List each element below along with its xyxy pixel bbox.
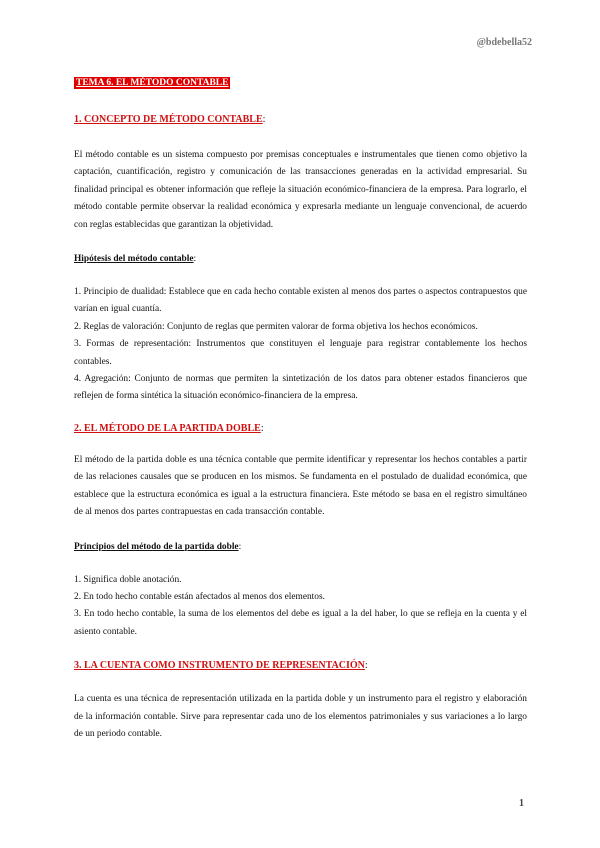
section-2-subheading-text: Principios del método de la partida doble (74, 541, 239, 552)
page-number: 1 (519, 798, 524, 809)
list-item: 3. Formas de representación: Instrumentos que constituyen el lenguaje para registrar contablemente los hechos contables. (74, 339, 527, 367)
section-1-paragraph: El método contable es un sistema compuesto por premisas conceptuales e instrumentales que tienen como objetivo la captación, cuantificación, registro y comunicación de las transacciones generadas en la actividad empresarial. Su finalidad principal es obtener información que refleje la situación económico-financiera de la empresa. Para lograrlo, el método contable permite observar la realidad económica y expresarla mediante un lenguaje convencional, de acuerdo con reglas establecidas que garantizan la objetividad. (74, 150, 527, 230)
list-item: 4. Agregación: Conjunto de normas que permiten la sintetización de los datos para obtener estados financieros que reflejen de forma sintética la situación económico-financiera de la empresa. (74, 374, 527, 402)
section-3-title-text: 3. LA CUENTA COMO INSTRUMENTO DE REPRESENTACIÓN (74, 660, 365, 672)
section-1-title-text: 1. CONCEPTO DE MÉTODO CONTABLE (74, 114, 263, 125)
section-2-subheading-colon: : (238, 541, 242, 552)
section-1-list (74, 284, 527, 406)
section-1-subheading-colon: : (193, 254, 197, 265)
list-item: 2. En todo hecho contable están afectados al menos dos elementos. (74, 591, 325, 602)
section-2-subheading (74, 540, 527, 554)
section-2-list (74, 572, 527, 642)
section-2-title-colon: : (260, 422, 264, 434)
section-3-title (74, 659, 527, 673)
list-item: 3. En todo hecho contable, la suma de los elementos del debe es igual a la del haber, lo que se refleja en la cuenta y el asiento contable. (74, 609, 527, 637)
topic-title: TEMA 6. EL MÉTODO CONTABLE (76, 78, 229, 88)
list-item: 2. Reglas de valoración: Conjunto de reglas que permiten valorar de forma objetiva los hechos económicos. (74, 321, 478, 332)
section-1-subheading-text: Hipótesis del método contable (74, 254, 194, 265)
section-1-title-colon: : (262, 114, 266, 125)
section-2-title (74, 422, 527, 436)
topic-title-row (74, 72, 527, 90)
section-2-paragraph: El método de la partida doble es una técnica contable que permite identificar y representar los hechos contables a partir de las relaciones causales que se producen en los mismos. Se fundamenta en el postulado de dualidad económica, que establece que la estructura económica es igual a la estructura financiera. Este método se basa en el registro simultáneo de al menos dos partes contrapuestas en cada transacción contable. (74, 454, 527, 518)
section-2-title-text: 2. EL MÉTODO DE LA PARTIDA DOBLE (74, 422, 261, 434)
watermark: @bdebella52 (476, 37, 532, 48)
section-3-paragraph: La cuenta es una técnica de representación utilizada en la partida doble y un instrumento para el registro y elaboración de la información contable. Sirve para representar cada uno de los elementos patrimoniales y sus variaciones a lo largo de un periodo contable. (74, 694, 527, 739)
list-item: 1. Principio de dualidad: Establece que en cada hecho contable existen al menos dos partes o aspectos contrapuestos que varían en igual cuantía. (74, 287, 527, 315)
document-body (74, 72, 527, 743)
section-3-title-colon: : (364, 660, 368, 672)
section-1-subheading (74, 252, 527, 266)
list-item: 1. Significa doble anotación. (74, 574, 182, 585)
section-1-title (74, 113, 527, 127)
